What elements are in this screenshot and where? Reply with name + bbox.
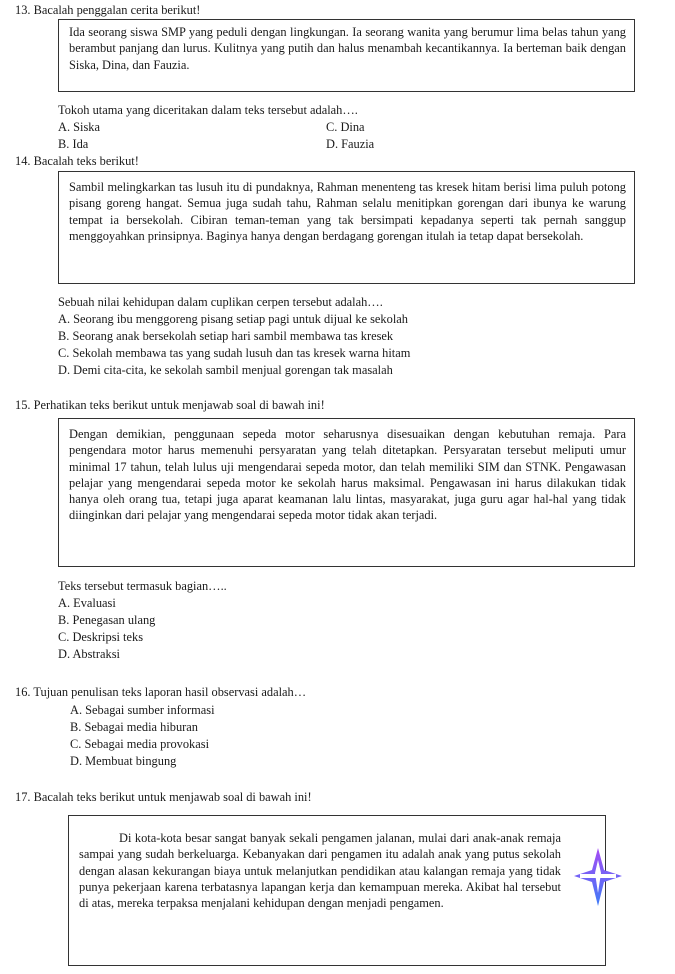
q16-option-a[interactable]: A. Sebagai sumber informasi <box>70 703 215 717</box>
q14-heading: 14. Bacalah teks berikut! <box>15 154 139 168</box>
q13-passage-box <box>58 19 635 92</box>
q14-option-a[interactable]: A. Seorang ibu menggoreng pisang setiap pagi untuk dijual ke sekolah <box>58 312 408 326</box>
q17-passage-box <box>68 815 606 966</box>
q17-passage: Di kota-kota besar sangat banyak sekali pengamen jalanan, mulai dari anak-anak remaja sampai yang sudah berkeluarga. Kebanyakan dari pengamen itu adalah anak yang putus sekolah dengan alasan kekurangan biaya untuk melanjutkan pendidikan atau kalangan remaja yang tidak punya pekerjaan karena terbatasnya lapangan kerja dan kemampuan mereka. Akibat hal tersebut di atas, mereka terpaksa menjalani kehidupan dengan menjadi pengamen. <box>79 831 561 911</box>
q13-question: Tokoh utama yang diceritakan dalam teks tersebut adalah…. <box>58 103 358 117</box>
q16-option-c[interactable]: C. Sebagai media provokasi <box>70 737 210 751</box>
q16-heading: 16. Tujuan penulisan teks laporan hasil observasi adalah… <box>15 685 307 699</box>
q13-option-a[interactable]: A. Siska <box>58 120 100 134</box>
q15-question: Teks tersebut termasuk bagian….. <box>58 579 227 593</box>
q13-option-c[interactable]: C. Dina <box>326 120 365 134</box>
q13-heading: 13. Bacalah penggalan cerita berikut! <box>15 3 201 17</box>
q17-heading: 17. Bacalah teks berikut untuk menjawab soal di bawah ini! <box>15 790 312 804</box>
q15-passage-box <box>58 418 635 567</box>
q15-option-c[interactable]: C. Deskripsi teks <box>58 630 144 644</box>
q13-option-d[interactable]: D. Fauzia <box>326 137 375 151</box>
sparkle-logo-icon <box>572 846 624 908</box>
q15-heading: 15. Perhatikan teks berikut untuk menjawab soal di bawah ini! <box>15 398 325 412</box>
q16-option-b[interactable]: B. Sebagai media hiburan <box>70 720 199 734</box>
q15-option-d[interactable]: D. Abstraksi <box>58 647 120 661</box>
q14-option-c[interactable]: C. Sekolah membawa tas yang sudah lusuh dan tas kresek warna hitam <box>58 346 411 360</box>
q15-option-a[interactable]: A. Evaluasi <box>58 596 116 610</box>
q14-passage: Sambil melingkarkan tas lusuh itu di pundaknya, Rahman menenteng tas kresek hitam berisi lima puluh potong pisang goreng hangat. Semua juga sudah tahu, Rahman selalu menitipkan gorengan dari ibunya ke warung tempat ia bersekolah. Cibiran teman-teman yang tak bersimpati kepadanya seperti tak pernah sanggup menggoyahkan prinsipnya. Baginya hanya dengan berdagang gorengan itulah ia tetap dapat bersekolah. <box>69 180 626 243</box>
q14-option-d[interactable]: D. Demi cita-cita, ke sekolah sambil menjual gorengan tak masalah <box>58 363 393 377</box>
q15-passage: Dengan demikian, penggunaan sepeda motor seharusnya disesuaikan dengan kebutuhan remaja. Para pengendara motor harus memenuhi persyaratan yang telah ditetapkan. Persyaratan tersebut meliputi umur minimal 17 tahun, telah lulus uji mengendarai sepeda motor, dan telah memiliki SIM dan STNK. Pengawasan pelajar yang mengendarai sepeda motor ke sekolah harus maksimal. Pengawasan ini harus dilakukan tidak hanya oleh orang tua, tetapi juga aparat keamanan lalu lintas, masyarakat, juga guru agar hal-hal yang tidak diinginkan dari pelajar yang mengendarai sepeda motor tidak akan terjadi. <box>69 427 626 523</box>
q14-option-b[interactable]: B. Seorang anak bersekolah setiap hari sambil membawa tas kresek <box>58 329 394 343</box>
q14-passage-box <box>58 171 635 284</box>
q16-option-d[interactable]: D. Membuat bingung <box>70 754 177 768</box>
q15-option-b[interactable]: B. Penegasan ulang <box>58 613 156 627</box>
q13-option-b[interactable]: B. Ida <box>58 137 89 151</box>
q13-passage: Ida seorang siswa SMP yang peduli dengan lingkungan. Ia seorang wanita yang berumur lima belas tahun yang berambut panjang dan lurus. Kulitnya yang putih dan halus menambah kecantikannya. Ia berteman baik dengan Siska, Dina, dan Fauzia. <box>69 25 626 72</box>
q14-question: Sebuah nilai kehidupan dalam cuplikan cerpen tersebut adalah…. <box>58 295 383 309</box>
